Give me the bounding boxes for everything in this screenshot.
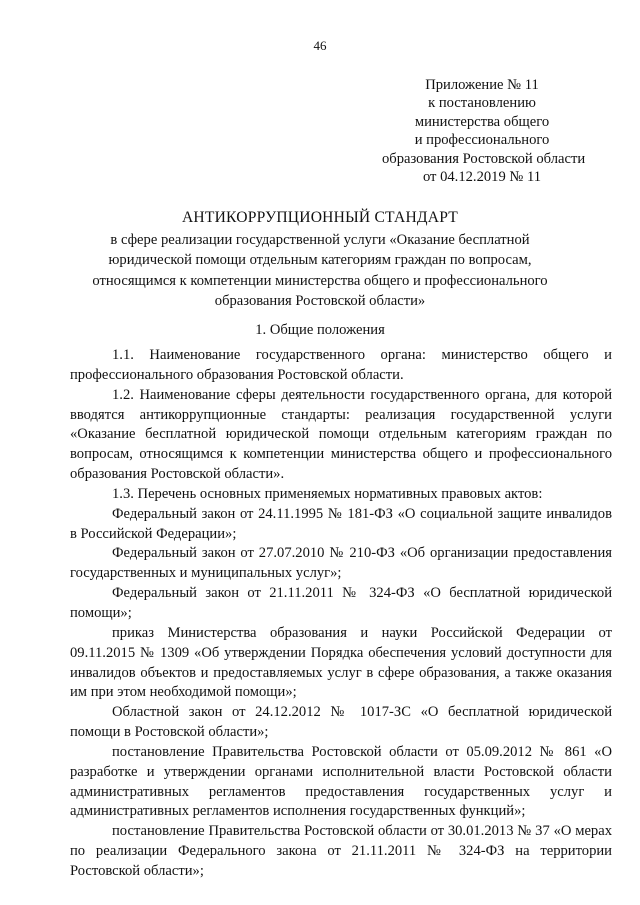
legal-act-item: постановление Правительства Ростовской области от 05.09.2012 № 861 «О разработке и утверждении органами исполнительной власти Ростовской области административных регламентов предоставления государственных услуг и административных регламентов исполнения государственных функций»; bbox=[70, 743, 612, 820]
annex-line: от 04.12.2019 № 11 bbox=[422, 169, 542, 186]
annex-line: Приложение № 11 bbox=[425, 77, 539, 93]
legal-act-item: приказ Министерства образования и науки Российской Федерации от 09.11.2015 № 1309 «Об утверждении Порядка обеспечения условий доступности для инвалидов объектов и предоставляемых услуг в сфере образования, а также оказания им при этом необходимой помощи»; bbox=[70, 624, 612, 701]
legal-act-item: Федеральный закон от 27.07.2010 № 210-ФЗ «Об организации предоставления государственных и муниципальных услуг»; bbox=[70, 545, 612, 582]
subtitle-line: в сфере реализации государственной услуги «Оказание бесплатной bbox=[110, 232, 530, 248]
subtitle-line: юридической помощи отдельным категориям граждан по вопросам, bbox=[108, 252, 532, 269]
annex-block bbox=[382, 76, 586, 186]
paragraph-1-3: 1.3. Перечень основных применяемых нормативных правовых актов: bbox=[112, 485, 543, 502]
annex-line: и профессионального bbox=[414, 132, 550, 149]
page-number: 46 bbox=[313, 38, 327, 53]
legal-act-item: Федеральный закон от 24.11.1995 № 181-ФЗ «О социальной защите инвалидов в Российской Федерации»; bbox=[70, 505, 612, 542]
section-heading: 1. Общие положения bbox=[255, 322, 385, 338]
subtitle-line: относящимся к компетенции министерства общего и профессионального bbox=[92, 272, 548, 289]
paragraph-1-2: 1.2. Наименование сферы деятельности государственного органа, для которой вводятся антикоррупционные стандарты: реализация государственной услуги «Оказание бесплатной юридической помощи отдельным категориям граждан по вопросам, относящимся к компетенции министерства общего и профессионального образования Ростовской области». bbox=[70, 386, 612, 483]
legal-act-item: Федеральный закон от 21.11.2011 № 324-ФЗ «О бесплатной юридической помощи»; bbox=[70, 585, 612, 621]
document-body bbox=[70, 346, 612, 882]
subtitle-line: образования Ростовской области» bbox=[214, 292, 426, 309]
annex-line: образования Ростовской области bbox=[382, 150, 586, 167]
document-subtitle bbox=[0, 230, 640, 311]
document-title: АНТИКОРРУПЦИОННЫЙ СТАНДАРТ bbox=[181, 209, 459, 226]
paragraph-1-1: 1.1. Наименование государственного органа: министерство общего и профессионального образования Ростовской области. bbox=[70, 347, 612, 383]
legal-act-item: Областной закон от 24.12.2012 № 1017-ЗС «О бесплатной юридической помощи в Ростовской области»; bbox=[70, 704, 612, 741]
legal-act-item: постановление Правительства Ростовской области от 30.01.2013 № 37 «О мерах по реализации Федерального закона от 21.11.2011 № 324-ФЗ на территории Ростовской области»; bbox=[70, 823, 612, 879]
annex-line: министерства общего bbox=[414, 113, 550, 130]
annex-line: к постановлению bbox=[428, 95, 536, 112]
